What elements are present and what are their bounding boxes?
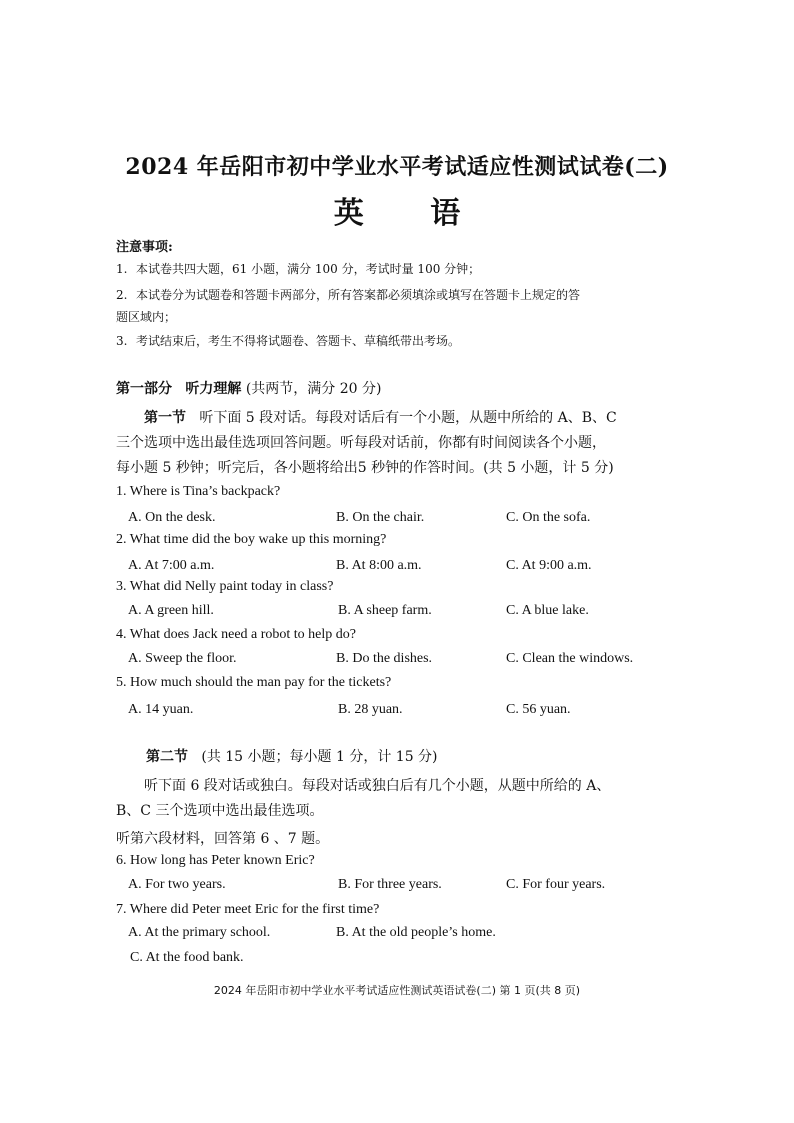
note-text: 考试结束后，考生不得将试题卷、答题卡、草稿纸带出考场。: [136, 334, 461, 348]
option-c: C. On the sofa.: [506, 510, 591, 525]
section2-heading: [146, 746, 438, 766]
question: 7. Where did Peter meet Eric for the first time?: [116, 902, 380, 917]
section1-label: 第一节: [144, 410, 186, 426]
section1-line: 听下面 5 段对话。每段对话后有一个小题，从题中所给的 A、B、C: [199, 410, 617, 426]
question: 1. Where is Tina’s backpack?: [116, 484, 281, 499]
section2-note: (共 15 小题；每小题 1 分，计 15 分): [201, 749, 438, 765]
notes-heading: 注意事项:: [116, 240, 173, 255]
option-b: B. For three years.: [338, 877, 442, 892]
note-item: [116, 330, 691, 352]
option-c: C. 56 yuan.: [506, 702, 571, 717]
question: 6. How long has Peter known Eric?: [116, 853, 315, 868]
section1-instructions: [116, 406, 691, 481]
option-a: A. At 7:00 a.m.: [128, 558, 215, 573]
subject-title: 英 语: [333, 196, 489, 231]
section2-line: 听下面 6 段对话或独白。每段对话或独白后有几个小题，从题中所给的 A、: [144, 778, 611, 794]
part-title: 听力理解: [185, 381, 242, 397]
option-c: C. For four years.: [506, 877, 606, 892]
option-b: B. A sheep farm.: [338, 603, 432, 618]
question: 3. What did Nelly paint today in class?: [116, 579, 334, 594]
exam-title: 2024 年岳阳市初中学业水平考试适应性测试试卷(二): [125, 154, 669, 180]
option-b: B. At 8:00 a.m.: [336, 558, 422, 573]
note-number: 1.: [116, 262, 128, 276]
section1-line: 每小题 5 秒钟；听完后，各小题将给出5 秒钟的作答时间。(共 5 小题，计 5 分): [116, 460, 614, 476]
section2-instructions: [116, 774, 691, 824]
note-item: [116, 284, 691, 306]
option-c: C. At 9:00 a.m.: [506, 558, 592, 573]
part-note: (共两节，满分 20 分): [245, 381, 382, 397]
note-number: 2.: [116, 288, 128, 302]
section2-line: B、C 三个选项中选出最佳选项。: [116, 803, 324, 819]
note-continuation: 题区域内；: [116, 310, 177, 324]
option-b: B. Do the dishes.: [336, 651, 433, 666]
note-text: 本试卷共四大题，61 小题，满分 100 分，考试时量 100 分钟；: [136, 262, 481, 276]
option-a: A. At the primary school.: [128, 925, 271, 940]
part-heading: [116, 378, 381, 398]
option-a: A. On the desk.: [128, 510, 216, 525]
option-a: A. For two years.: [128, 877, 226, 892]
material-instruction: 听第六段材料，回答第 6 、7 题。: [116, 831, 330, 847]
option-c: C. Clean the windows.: [506, 651, 634, 666]
option-c: C. A blue lake.: [506, 603, 589, 618]
option-a: A. Sweep the floor.: [128, 651, 237, 666]
note-text: 本试卷分为试题卷和答题卡两部分，所有答案都必须填涂或填写在答题卡上规定的答: [136, 288, 581, 302]
part-label: 第一部分: [116, 381, 172, 397]
option-a: A. 14 yuan.: [128, 702, 194, 717]
option-b: B. On the chair.: [336, 510, 425, 525]
page-footer: 2024 年岳阳市初中学业水平考试适应性测试英语试卷(二) 第 1 页(共 8 页): [213, 984, 581, 997]
question: 2. What time did the boy wake up this morning?: [116, 532, 387, 547]
question: 5. How much should the man pay for the tickets?: [116, 675, 392, 690]
option-b: B. At the old people’s home.: [336, 925, 496, 940]
option-a: A. A green hill.: [128, 603, 214, 618]
question: 4. What does Jack need a robot to help do?: [116, 627, 357, 642]
option-c: C. At the food bank.: [130, 950, 244, 965]
note-item: [116, 258, 691, 280]
section1-line: 三个选项中选出最佳选项回答问题。听每段对话前，你都有时间阅读各个小题，: [116, 435, 606, 451]
section2-label: 第二节: [146, 749, 188, 765]
note-number: 3.: [116, 334, 128, 348]
option-b: B. 28 yuan.: [338, 702, 403, 717]
